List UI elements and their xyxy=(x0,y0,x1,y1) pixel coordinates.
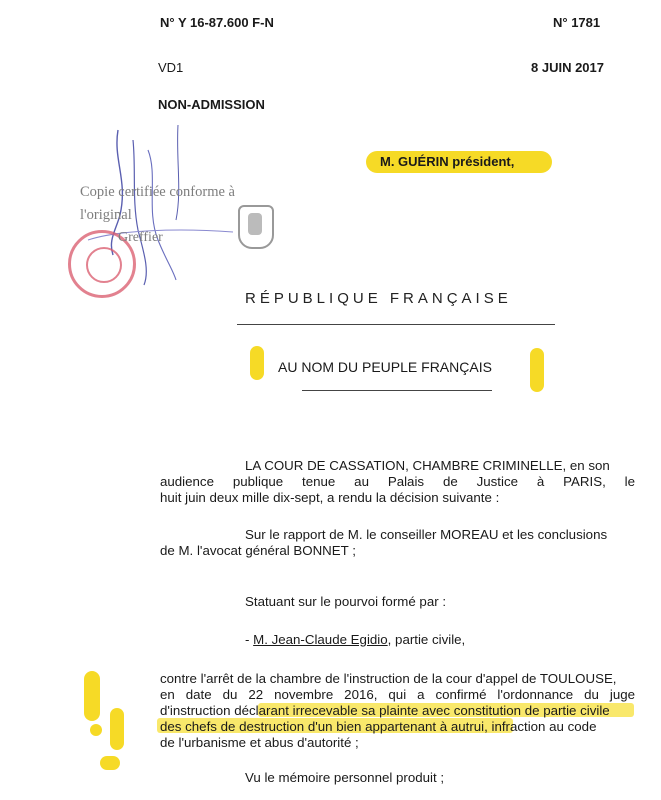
party-prefix: - xyxy=(245,632,254,647)
paragraph-2-line-2: de M. l'avocat général BONNET ; xyxy=(160,543,356,558)
republic-title: RÉPUBLIQUE FRANÇAISE xyxy=(245,290,512,307)
case-number: N° Y 16-87.600 F-N xyxy=(160,15,274,30)
marianne-emblem-icon xyxy=(238,205,274,249)
decision-number: N° 1781 xyxy=(553,15,601,30)
paragraph-4-line-5: de l'urbanisme et abus d'autorité ; xyxy=(160,735,359,750)
paragraph-4-line-2: en date du 22 novembre 2016, qui a confirmé l'ordonnance du juge xyxy=(160,687,635,702)
highlight-left-bracket xyxy=(250,346,264,380)
paragraph-4-line-1: contre l'arrêt de la chambre de l'instruction de la cour d'appel de TOULOUSE, xyxy=(160,671,617,686)
paragraph-1-line-1: LA COUR DE CASSATION, CHAMBRE CRIMINELLE, en son xyxy=(245,458,610,473)
highlight-margin-dot-2 xyxy=(100,756,120,770)
highlight-margin-mark-2 xyxy=(110,708,124,750)
paragraph-2-line-1: Sur le rapport de M. le conseiller MOREAU et les conclusions xyxy=(245,527,608,542)
party-suffix: , partie civile, xyxy=(387,632,466,647)
paragraph-4-line-4-rest: , infraction au code xyxy=(484,719,597,734)
paragraph-4-line-4 xyxy=(160,719,635,735)
decision-date: 8 JUIN 2017 xyxy=(531,60,604,75)
stamp-line-2: l'original xyxy=(80,207,132,223)
paragraph-1-line-3: huit juin deux mille dix-sept, a rendu la décision suivante : xyxy=(160,490,500,505)
decision-type: NON-ADMISSION xyxy=(158,97,265,112)
chamber-code: VD1 xyxy=(158,60,184,75)
highlight-margin-mark-1 xyxy=(84,671,100,721)
paragraph-3: Statuant sur le pourvoi formé par : xyxy=(245,594,447,609)
subtitle-rule xyxy=(302,390,492,391)
paragraph-4-line-4-highlighted: des chefs de destruction d'un bien appartenant à autrui xyxy=(160,719,485,734)
highlight-right-bracket xyxy=(530,348,544,392)
republic-subtitle: AU NOM DU PEUPLE FRANÇAIS xyxy=(278,359,492,375)
paragraph-5: Vu le mémoire personnel produit ; xyxy=(245,770,445,785)
party-name: M. Jean-Claude Egidio xyxy=(253,632,388,647)
president: M. GUÉRIN président, xyxy=(380,154,515,169)
stamp-line-1: Copie certifiée conforme à xyxy=(80,184,235,200)
paragraph-4-line-3: d'instruction déclarant irrecevable sa plainte avec constitution de partie civile xyxy=(160,703,610,718)
stamp-line-3: Greffier xyxy=(118,230,163,245)
republic-rule xyxy=(237,324,555,325)
paragraph-1-line-2: audience publique tenue au Palais de Justice à PARIS, le xyxy=(160,474,635,489)
highlight-margin-dot-1 xyxy=(90,724,102,736)
party-line xyxy=(245,632,465,648)
